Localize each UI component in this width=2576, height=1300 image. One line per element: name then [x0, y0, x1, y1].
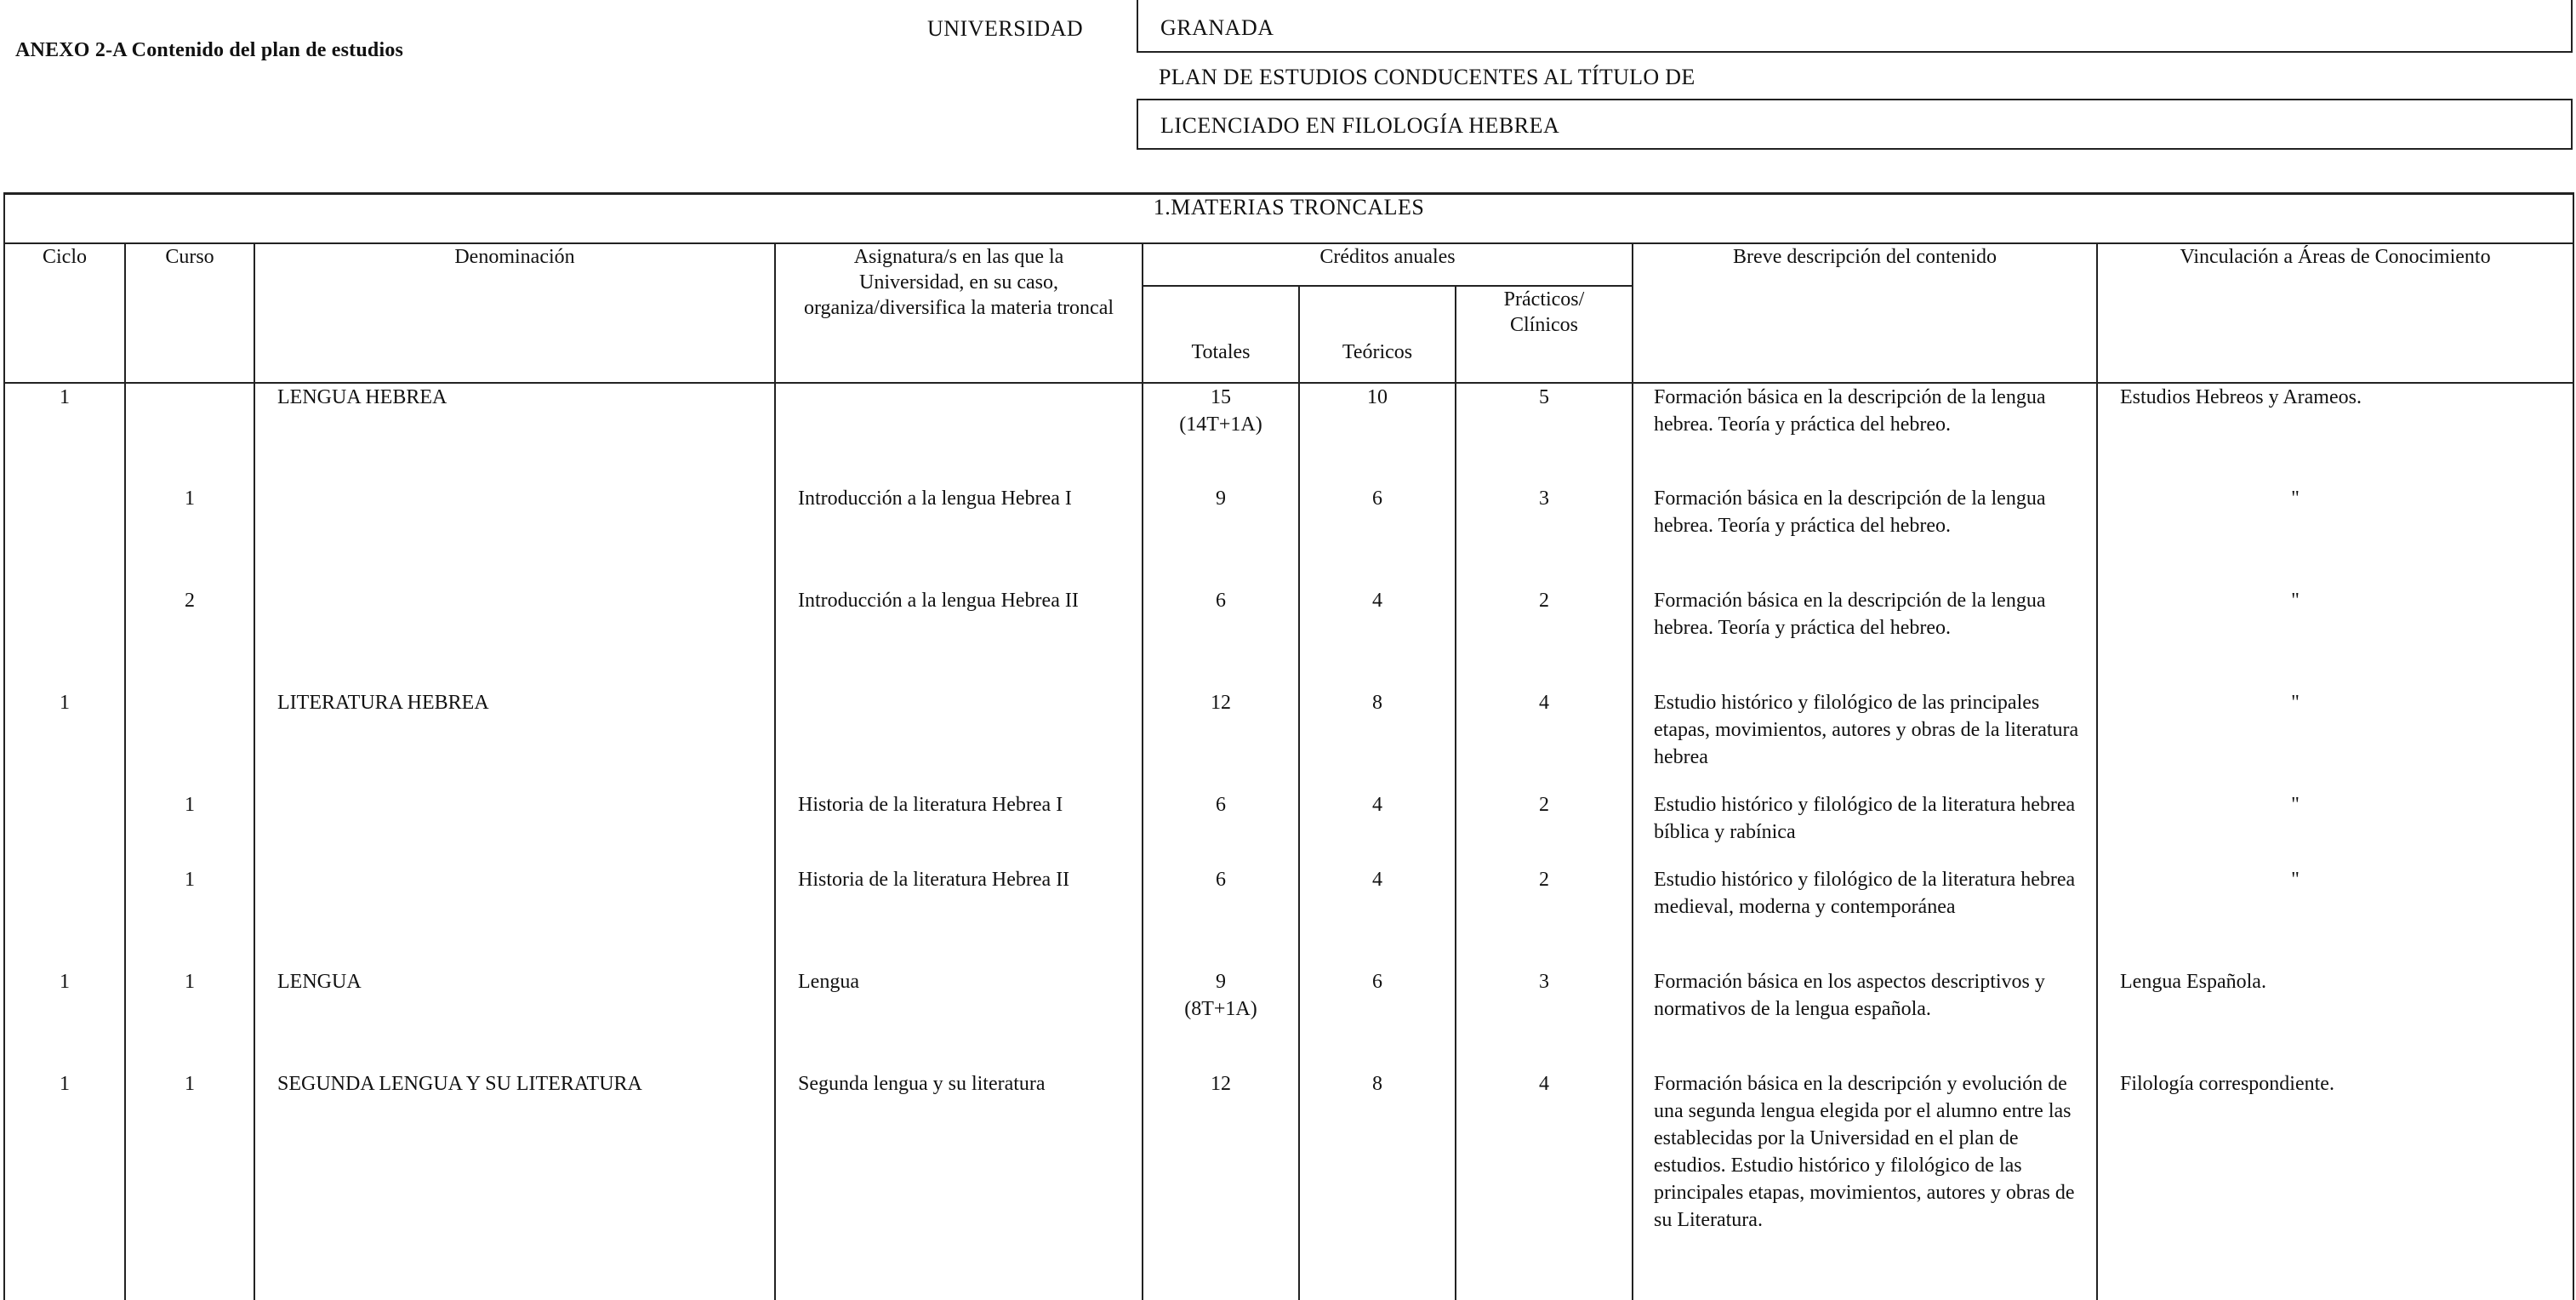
- table-title: 1.MATERIAS TRONCALES: [4, 194, 2573, 244]
- col-totales: Totales: [1143, 286, 1299, 383]
- cell-denominacion: [254, 866, 775, 968]
- cell-practicos: 2: [1456, 791, 1633, 866]
- cell-denominacion: [254, 485, 775, 587]
- cell-area: ": [2291, 692, 2300, 714]
- cell-totales: 12: [1143, 689, 1299, 791]
- cell-teoricos: 6: [1299, 485, 1456, 587]
- cell-area: ": [2291, 488, 2300, 510]
- cell-asignatura: Introducción a la lengua Hebrea I: [775, 485, 1143, 587]
- cell-curso: [125, 689, 254, 791]
- cell-denominacion: LENGUA: [254, 968, 775, 1070]
- cell-teoricos: 4: [1299, 791, 1456, 866]
- cell-area: Lengua Española.: [2097, 968, 2573, 1070]
- cell-curso: 1: [125, 791, 254, 866]
- cell-curso: 1: [125, 866, 254, 968]
- cell-totales: 6: [1143, 866, 1299, 968]
- cell-descripcion: Formación básica en los aspectos descriptivos y normativos de la lengua española.: [1633, 968, 2097, 1070]
- cell-ciclo: [4, 485, 125, 587]
- cell-totales: 6: [1143, 791, 1299, 866]
- cell-curso: [125, 383, 254, 485]
- cell-practicos: 2: [1456, 866, 1633, 968]
- cell-teoricos: 6: [1299, 968, 1456, 1070]
- cell-ciclo: [4, 587, 125, 689]
- cell-curso: 1: [125, 968, 254, 1070]
- cell-ciclo: [4, 791, 125, 866]
- cell-descripcion: Estudio histórico y filológico de las principales etapas, movimientos, autores y obras de la literatura hebrea: [1633, 689, 2097, 791]
- cell-ciclo: 1: [4, 383, 125, 485]
- cell-totales: 12: [1143, 1070, 1299, 1300]
- totales-value: 9: [1216, 971, 1226, 993]
- cell-denominacion: LENGUA HEBREA: [254, 383, 775, 485]
- cell-asignatura: Introducción a la lengua Hebrea II: [775, 587, 1143, 689]
- cell-area: ": [2291, 590, 2300, 612]
- annex-title: ANEXO 2-A Contenido del plan de estudios: [15, 39, 404, 61]
- table-row: [4, 587, 2573, 689]
- cell-denominacion: LITERATURA HEBREA: [254, 689, 775, 791]
- cell-ciclo: 1: [4, 968, 125, 1070]
- cell-totales: 6: [1143, 587, 1299, 689]
- cell-asignatura: [775, 383, 1143, 485]
- cell-teoricos: 8: [1299, 1070, 1456, 1300]
- totales-detail: (14T+1A): [1179, 413, 1262, 436]
- cell-denominacion: [254, 587, 775, 689]
- table-row: [4, 383, 2573, 485]
- col-creditos: Créditos anuales: [1143, 243, 1633, 286]
- cell-ciclo: [4, 866, 125, 968]
- table-row: [4, 866, 2573, 968]
- cell-teoricos: 4: [1299, 587, 1456, 689]
- cell-practicos: 4: [1456, 1070, 1633, 1300]
- col-descripcion: Breve descripción del contenido: [1633, 243, 2097, 383]
- table-row: [4, 485, 2573, 587]
- col-areas: Vinculación a Áreas de Conocimiento: [2097, 243, 2573, 383]
- table-row: [4, 791, 2573, 866]
- col-teoricos: Teóricos: [1299, 286, 1456, 383]
- cell-teoricos: 10: [1299, 383, 1456, 485]
- cell-descripcion: Formación básica en la descripción de la lengua hebrea. Teoría y práctica del hebreo.: [1633, 383, 2097, 485]
- cell-curso: 1: [125, 485, 254, 587]
- cell-descripcion: Estudio histórico y filológico de la literatura hebrea medieval, moderna y contemporánea: [1633, 866, 2097, 968]
- table-row: [4, 689, 2573, 791]
- col-practicos: Prácticos/ Clínicos: [1456, 286, 1633, 383]
- cell-teoricos: 8: [1299, 689, 1456, 791]
- degree-box: LICENCIADO EN FILOLOGÍA HEBREA: [1137, 99, 2573, 150]
- cell-asignatura: Historia de la literatura Hebrea II: [775, 866, 1143, 968]
- table-row: [4, 1070, 2573, 1300]
- cell-area: Filología correspondiente.: [2097, 1070, 2573, 1300]
- cell-ciclo: 1: [4, 1070, 125, 1300]
- university-label: UNIVERSIDAD: [927, 16, 1084, 41]
- cell-denominacion: SEGUNDA LENGUA Y SU LITERATURA: [254, 1070, 775, 1300]
- cell-totales: 9: [1143, 485, 1299, 587]
- cell-descripcion: Formación básica en la descripción de la lengua hebrea. Teoría y práctica del hebreo.: [1633, 587, 2097, 689]
- cell-asignatura: Historia de la literatura Hebrea I: [775, 791, 1143, 866]
- cell-practicos: 5: [1456, 383, 1633, 485]
- col-asignatura: Asignatura/s en las que la Universidad, en su caso, organiza/diversifica la materia troncal: [775, 243, 1143, 383]
- cell-curso: 1: [125, 1070, 254, 1300]
- table-row: [4, 968, 2573, 1070]
- cell-descripcion: Formación básica en la descripción de la lengua hebrea. Teoría y práctica del hebreo.: [1633, 485, 2097, 587]
- cell-curso: 2: [125, 587, 254, 689]
- cell-practicos: 3: [1456, 968, 1633, 1070]
- col-denominacion: Denominación: [254, 243, 775, 383]
- cell-area: ": [2291, 794, 2300, 816]
- totales-value: 15: [1211, 386, 1231, 408]
- cell-totales: [1143, 383, 1299, 485]
- cell-asignatura: Lengua: [775, 968, 1143, 1070]
- subjects-table: [3, 192, 2574, 1300]
- cell-teoricos: 4: [1299, 866, 1456, 968]
- cell-area: ": [2291, 869, 2300, 891]
- cell-practicos: 2: [1456, 587, 1633, 689]
- cell-asignatura: Segunda lengua y su literatura: [775, 1070, 1143, 1300]
- plan-label: PLAN DE ESTUDIOS CONDUCENTES AL TÍTULO DE: [1159, 65, 1695, 89]
- cell-denominacion: [254, 791, 775, 866]
- cell-ciclo: 1: [4, 689, 125, 791]
- cell-totales: [1143, 968, 1299, 1070]
- col-curso: Curso: [125, 243, 254, 383]
- totales-detail: (8T+1A): [1184, 998, 1257, 1020]
- cell-asignatura: [775, 689, 1143, 791]
- cell-practicos: 4: [1456, 689, 1633, 791]
- cell-descripcion: Estudio histórico y filológico de la literatura hebrea bíblica y rabínica: [1633, 791, 2097, 866]
- cell-practicos: 3: [1456, 485, 1633, 587]
- university-box: GRANADA: [1137, 0, 2573, 53]
- cell-area: Estudios Hebreos y Arameos.: [2097, 383, 2573, 485]
- cell-descripcion: Formación básica en la descripción y evolución de una segunda lengua elegida por el alumno entre las establecidas por la Universidad en el plan de estudios. Estudio histórico y filológico de las principales etapas, movimientos, autores y obras de su Literatura.: [1633, 1070, 2097, 1300]
- col-ciclo: Ciclo: [4, 243, 125, 383]
